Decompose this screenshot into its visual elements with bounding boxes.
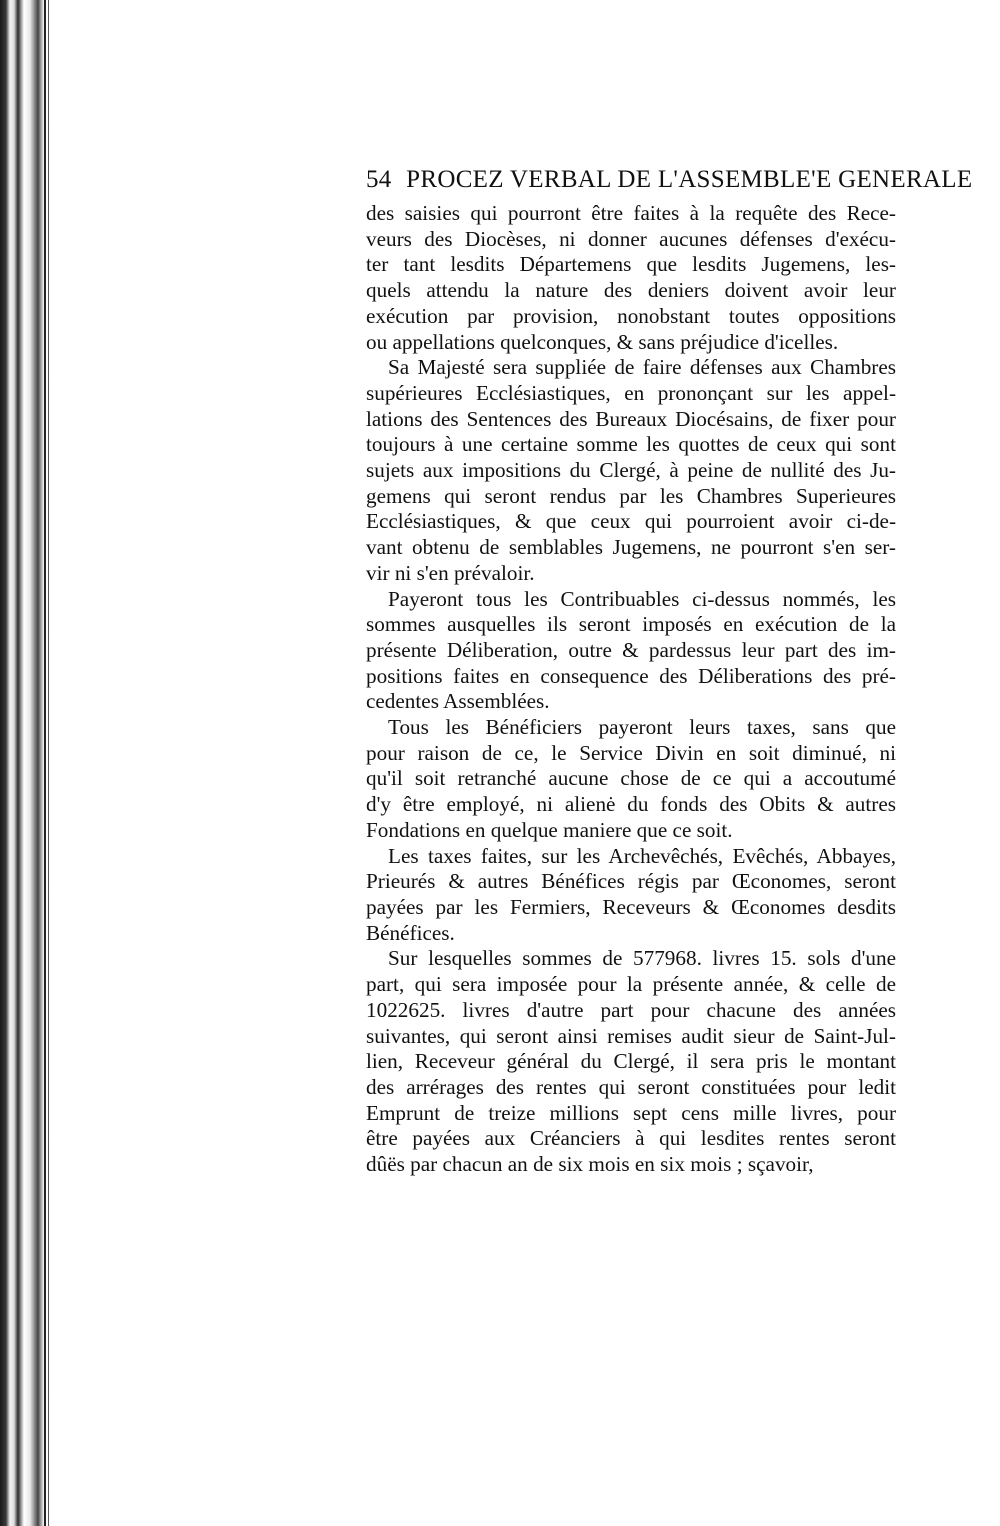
text-line: veurs des Diocèses, ni donner aucunes défenses d'exécu- xyxy=(366,226,896,251)
text-line: Ecclésiastiques, & que ceux qui pourroient avoir ci-de- xyxy=(366,509,896,534)
running-title: PROCEZ VERBAL DE L'ASSEMBLE'E GENERALE xyxy=(406,166,973,193)
text-line: exécution par provision, nonobstant toutes oppositions xyxy=(366,303,896,328)
text-line: gemens qui seront rendus par les Chambres Superieures xyxy=(366,483,896,508)
text-line: sujets aux impositions du Clergé, à peine de nullité des Ju- xyxy=(366,458,896,483)
running-header xyxy=(366,166,973,194)
text-line: Tous les Bénéficiers payeront leurs taxes, sans que xyxy=(388,715,896,740)
text-line: toujours à une certaine somme les quottes de ceux qui sont xyxy=(366,432,896,457)
text-line: présente Déliberation, outre & pardessus leur part des im- xyxy=(366,637,896,662)
text-line: lien, Receveur général du Clergé, il sera pris le montant xyxy=(366,1049,896,1074)
text-line: dûës par chacun an de six mois en six mois ; sçavoir, xyxy=(366,1152,814,1177)
text-line: lations des Sentences des Bureaux Diocésains, de fixer pour xyxy=(366,406,896,431)
text-line: payées par les Fermiers, Receveurs & Œconomes desdits xyxy=(366,894,896,919)
paragraph xyxy=(366,355,896,586)
text-line: être payées aux Créanciers à qui lesdites rentes seront xyxy=(366,1126,896,1151)
paragraph xyxy=(366,201,896,355)
text-line: Payeront tous les Contribuables ci-dessus nommés, les xyxy=(388,586,896,611)
text-line: Sa Majesté sera suppliée de faire défenses aux Chambres xyxy=(388,355,896,380)
text-line: ou appellations quelconques, & sans préjudice d'icelles. xyxy=(366,329,839,354)
text-line: suivantes, qui seront ainsi remises audit sieur de Saint-Jul- xyxy=(366,1023,896,1048)
text-line: supérieures Ecclésiastiques, en prononçant sur les appel- xyxy=(366,380,896,405)
page-number: 54 xyxy=(366,166,392,193)
text-line: cedentes Assemblées. xyxy=(366,689,550,714)
paragraph xyxy=(366,946,896,1177)
gutter-edge-line xyxy=(44,0,46,1526)
text-line: vant obtenu de semblables Jugemens, ne pourront s'en ser- xyxy=(366,535,896,560)
text-line: 1022625. livres d'autre part pour chacune des années xyxy=(366,997,896,1022)
text-line: ter tant lesdits Départemens que lesdits Jugemens, les- xyxy=(366,252,896,277)
text-line: quels attendu la nature des deniers doivent avoir leur xyxy=(366,278,896,303)
text-line: Les taxes faites, sur les Archevêchés, Evêchés, Abbayes, xyxy=(388,843,896,868)
body-text xyxy=(366,201,896,1178)
text-line: des arrérages des rentes qui seront constituées pour ledit xyxy=(366,1074,896,1099)
paragraph xyxy=(366,715,896,844)
text-line: Sur lesquelles sommes de 577968. livres 15. sols d'une xyxy=(388,946,896,971)
text-line: sommes ausquelles ils seront imposés en exécution de la xyxy=(366,612,896,637)
text-line: pour raison de ce, le Service Divin en soit diminué, ni xyxy=(366,740,896,765)
text-line: Emprunt de treize millions sept cens mille livres, pour xyxy=(366,1100,896,1125)
text-line: Bénéfices. xyxy=(366,920,455,945)
text-line: qu'il soit retranché aucune chose de ce qui a accoutumé xyxy=(366,766,896,791)
text-line: Fondations en quelque maniere que ce soit. xyxy=(366,817,733,842)
text-line: positions faites en consequence des Déliberations des pré- xyxy=(366,663,896,688)
gutter-edge-line xyxy=(48,0,49,1526)
text-line: part, qui sera imposée pour la présente année, & celle de xyxy=(366,972,896,997)
text-line: Prieurés & autres Bénéfices régis par Œconomes, seront xyxy=(366,869,896,894)
text-line: vir ni s'en prévaloir. xyxy=(366,560,535,585)
text-line: d'y être employé, ni alienė du fonds des Obits & autres xyxy=(366,792,896,817)
paragraph xyxy=(366,587,896,716)
text-line: des saisies qui pourront être faites à la requête des Rece- xyxy=(366,201,896,225)
paragraph xyxy=(366,844,896,947)
